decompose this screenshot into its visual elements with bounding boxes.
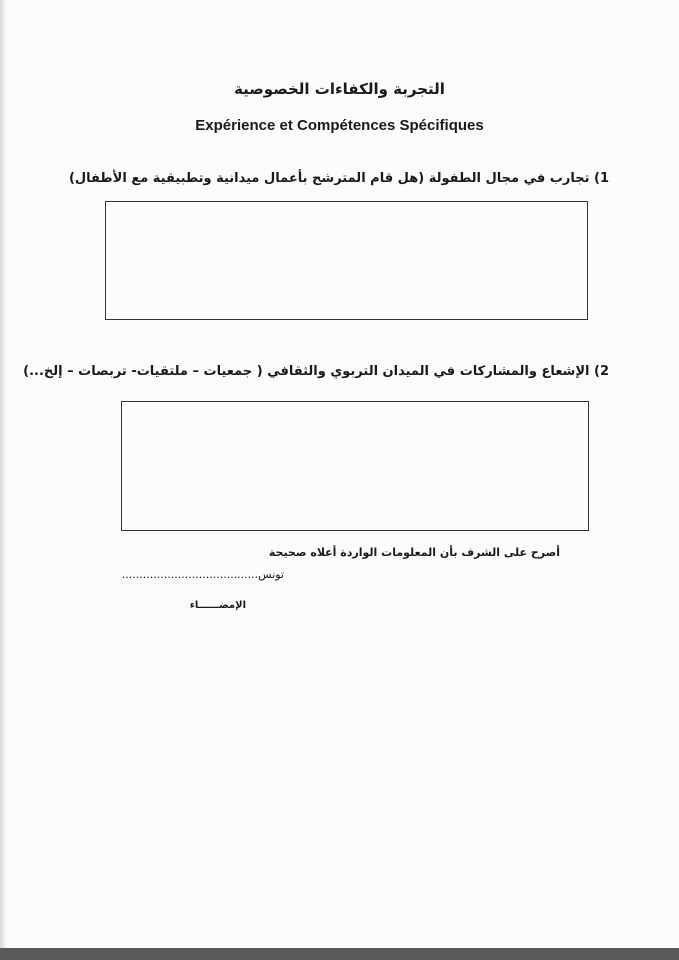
page-left-shadow (0, 0, 6, 948)
question-1-answer-box (105, 201, 588, 320)
city-date-line: تونس....................................... (121, 568, 284, 581)
french-title: Expérience et Compétences Spécifiques (195, 117, 484, 134)
signature-label: الإمضــــــاء (189, 600, 246, 611)
honor-declaration: أصرح على الشرف بأن المعلومات الواردة أعلاه صحيحة (268, 546, 560, 559)
scan-bottom-edge (0, 948, 679, 960)
arabic-title: التجربة والكفاءات الخصوصية (234, 80, 445, 98)
question-2-label: 2) الإشعاع والمشاركات في الميدان التربوي والثقافي ( جمعيات – ملتقيات- تربصات – إلخ...) (23, 364, 609, 379)
question-2-answer-box (121, 401, 589, 531)
question-1-label: 1) تجارب في مجال الطفولة (هل قام المترشح بأعمال ميدانية وتطبيقية مع الأطفال) (68, 171, 609, 186)
